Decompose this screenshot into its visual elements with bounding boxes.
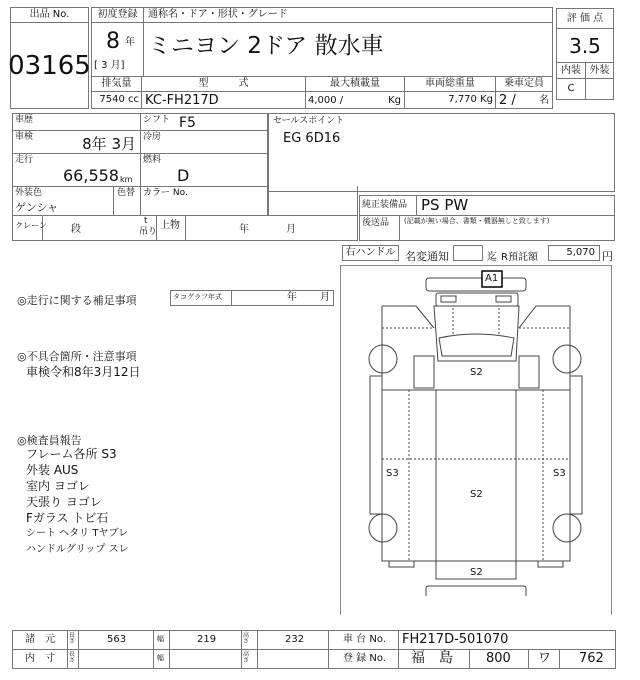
color-cell: [12, 186, 114, 216]
vehicle-diagram: [340, 265, 612, 615]
body-label: 上物: [156, 216, 186, 240]
mileage-note-title: ◎走行に関する補足事項: [17, 294, 137, 307]
max-load-label: 最大積載量: [305, 76, 405, 92]
color-no-cell: [140, 186, 268, 216]
history-label: 車歴: [15, 115, 34, 125]
inspector-report: [26, 446, 129, 558]
first-reg-month: [ 3 月]: [94, 60, 125, 71]
lot-no: 03165: [10, 22, 89, 109]
sales-point: EG 6D16: [283, 131, 341, 146]
name-change-box: [453, 245, 483, 261]
mileage-cell: [12, 153, 141, 187]
mark-left: S3: [386, 468, 399, 479]
tacho-month: 月: [320, 292, 330, 303]
tacho-cell: [170, 290, 334, 306]
reg-number: 762: [579, 651, 604, 666]
reg-label: 登 録 No.: [343, 653, 386, 664]
report-line: ハンドルグリップ スレ: [26, 544, 129, 555]
inspection: 8年 3月: [82, 135, 136, 153]
displacement: 7540 cc: [91, 91, 142, 109]
vehicle-name-cell: [143, 22, 553, 77]
height-value: 232: [285, 634, 305, 645]
model: KC-FH217D: [145, 93, 219, 108]
recycle-label: R預託額: [501, 252, 538, 263]
tacho-year: 年: [287, 292, 297, 303]
sales-point-label: セールスポイント: [273, 116, 345, 126]
width-value: 219: [197, 634, 217, 645]
inspector-title: ◎検査員報告: [17, 434, 82, 447]
report-line: 天張り ヨゴレ: [26, 495, 102, 509]
yen-unit: 円: [602, 250, 613, 263]
crane-t: t: [144, 216, 148, 226]
year-unit: 年: [125, 37, 135, 48]
shift-cell: [140, 113, 268, 131]
shift-label: シフト: [143, 115, 171, 125]
body-month: 月: [286, 224, 296, 235]
color: ゲンシャ: [15, 201, 59, 214]
mark-right: S3: [553, 468, 566, 479]
reg-kana: ワ: [538, 651, 552, 666]
mark-cab: S2: [470, 367, 483, 378]
crane-hang: 吊り: [139, 227, 158, 237]
reg-class: 800: [486, 651, 511, 666]
interior-grade: C: [556, 78, 586, 100]
name-change-label: 名変通知: [405, 250, 449, 263]
inner-height-label: 高さ: [243, 651, 250, 664]
sales-point-cell: [268, 113, 615, 192]
max-load-cell: [305, 91, 405, 109]
ac-label: 冷房: [143, 132, 162, 142]
mark-bed: S2: [470, 489, 483, 500]
color-change-label: 色替: [117, 188, 136, 198]
tacho-label: タコグラフ年式: [171, 291, 232, 305]
until-label: 迄: [487, 252, 497, 263]
lot-no-label: 出品 No.: [10, 7, 89, 23]
reg-area: 福 島: [411, 650, 453, 666]
model-label: 型 式: [141, 76, 306, 92]
report-line: 室内 ヨゴレ: [26, 479, 90, 493]
color-no-label: カラー No.: [143, 188, 188, 198]
max-load-unit: Kg: [388, 95, 401, 106]
inspection-cell: [12, 130, 141, 154]
first-reg-label: 初度登録: [91, 7, 144, 23]
inner-width-label: 幅: [157, 654, 164, 662]
equipment: PS PW: [421, 196, 469, 214]
crane-label: クレーン: [13, 216, 43, 240]
body-year: 年: [239, 224, 249, 235]
width-label: 幅: [157, 635, 164, 643]
report-line: シート ヘタリ Tヤブレ: [26, 528, 129, 539]
spec-label: 諸 元: [25, 634, 55, 645]
rhd-badge: 右ハンドル: [342, 245, 399, 261]
mileage-label: 走行: [15, 155, 34, 165]
mileage-unit: km: [120, 175, 133, 184]
report-line: 外装 AUS: [26, 463, 79, 477]
equipment-cell: [359, 195, 615, 216]
fuel: D: [177, 166, 190, 185]
later-label: 後送品: [360, 216, 400, 240]
crane-stage: 段: [71, 224, 81, 235]
fuel-cell: [140, 153, 268, 187]
model-cell: [141, 91, 306, 109]
first-reg-year: 8: [106, 29, 120, 54]
defects-title: ◎不具合箇所・注意事項: [17, 350, 137, 363]
capacity: 2 /: [499, 93, 516, 108]
history-cell: [12, 113, 141, 131]
inspection-label: 車検: [15, 132, 34, 142]
shift: F5: [179, 115, 196, 131]
chassis-label: 車 台 No.: [343, 634, 386, 645]
chassis-no: FH217D-501070: [402, 632, 509, 647]
mark-rear: S2: [470, 567, 483, 578]
capacity-label: 乗車定員: [495, 76, 553, 92]
gross-weight: 7,770 Kg: [404, 91, 496, 109]
later-note: (記載が無い場合、書類・機器無しと致します): [404, 217, 550, 225]
later-cell: [359, 215, 615, 241]
vehicle-name: ミニヨン 2ドア 散水車: [148, 33, 384, 59]
crane-row: [12, 215, 358, 241]
inner-label: 内 寸: [25, 653, 55, 664]
color-label: 外装色: [15, 188, 43, 198]
ac-cell: [140, 130, 268, 154]
report-line: フレーム各所 S3: [26, 447, 117, 461]
defects: 車検令和8年3月12日: [26, 365, 141, 379]
color-change-cell: [113, 186, 141, 216]
truck-outline-icon: [341, 266, 611, 616]
spec-table: [12, 630, 616, 669]
length-label: 長さ: [69, 632, 76, 645]
equipment-label: 純正装備品: [360, 196, 417, 215]
displacement-label: 排気量: [91, 76, 142, 92]
report-line: Fガラス トビ石: [26, 511, 109, 525]
capacity-cell: [495, 91, 553, 109]
max-load: 4,000 /: [308, 95, 344, 106]
exterior-label: 外装: [585, 62, 614, 79]
exterior-grade: [585, 78, 614, 100]
mark-front: A1: [485, 273, 499, 284]
score-label: 評 価 点: [556, 8, 614, 29]
fuel-label: 燃料: [143, 155, 162, 165]
name-label: 通称名・ドア・形状・グレード: [143, 7, 553, 23]
inner-length-label: 長さ: [69, 651, 76, 664]
interior-label: 内装: [556, 62, 586, 79]
mileage: 66,558: [63, 166, 119, 185]
length-value: 563: [107, 634, 127, 645]
height-label: 高さ: [243, 632, 250, 645]
gross-weight-label: 車両総重量: [404, 76, 496, 92]
first-reg-cell: [91, 22, 144, 77]
score-value: 3.5: [556, 28, 614, 63]
capacity-unit: 名: [539, 95, 549, 106]
recycle-amount: 5,070: [548, 245, 600, 261]
